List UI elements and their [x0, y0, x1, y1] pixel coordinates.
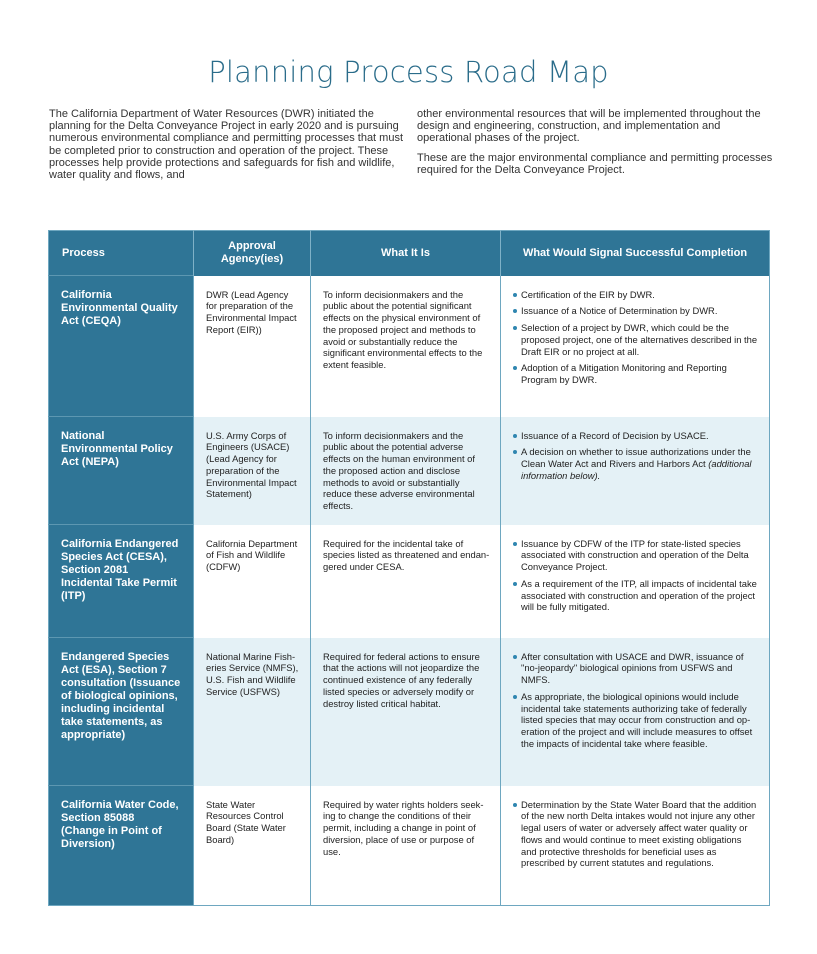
table-row-nepa: [49, 417, 770, 525]
list-item-text: A decision on whether to issue authorizations under the Clean Water Act and Rivers and Harbors Act: [521, 446, 751, 470]
table-header-row: [49, 231, 770, 276]
success-list: [513, 430, 759, 482]
agency-cell: California Department of Fish and Wildlife (CDFW): [194, 525, 311, 638]
what-it-is-cell: Required for federal actions to ensure that the actions will not jeopardize the continued existence of any federally listed species or adversely modify or destroy listed critical habitat.: [311, 638, 501, 786]
table-row-ceqa: [49, 276, 770, 417]
table-row-cesa: [49, 525, 770, 638]
list-item: [513, 446, 759, 481]
header-agency: Approval Agency(ies): [194, 231, 311, 276]
process-cell: Endangered Species Act (ESA), Section 7 consultation (Issuance of biological opinions, including incidental take statements, as appropriate): [49, 638, 194, 786]
what-it-is-cell: To inform decisionmakers and the public about the potential significant effects on the physical environment of the proposed project and methods to avoid or substantially reduce the significant environmental effects to the extent feasible.: [311, 276, 501, 417]
list-item: As a requirement of the ITP, all impacts of incidental take associated with construction and operation of the project will be fully mitigated.: [513, 578, 759, 613]
success-cell: [501, 638, 770, 786]
agency-cell: State Water Resources Control Board (State Water Board): [194, 786, 311, 906]
intro-paragraph: The California Department of Water Resources (DWR) initiated the planning for the Delta Conveyance Project in early 2020 and is pursuing numerous environmental compliance and permitting processes that must be completed prior to construction and operation of the project. These processes help provide protections and safeguards for fish and wildlife, water quality and flows, and: [49, 108, 404, 182]
intro-right-column: [417, 108, 775, 176]
road-map-table: [48, 230, 770, 906]
list-item: Certification of the EIR by DWR.: [513, 289, 759, 301]
success-list: [513, 651, 759, 750]
what-it-is-cell: Required by water rights holders seek-ing to change the conditions of their permit, including a change in point of diversion, place of use or purpose of use.: [311, 786, 501, 906]
list-item: Determination by the State Water Board that the addition of the new north Delta intakes would not injure any other legal users of water or adversely affect water quality or flows and would continue to meet existing obligations and protective thresholds for beneficial uses as prescribed by current statutes and regulations.: [513, 799, 759, 870]
list-item: Selection of a project by DWR, which could be the proposed project, one of the alternatives described in the Draft EIR or no project at all.: [513, 322, 759, 357]
page-title: Planning Process Road Map: [208, 55, 609, 89]
list-item: As appropriate, the biological opinions would include incidental take statements authorizing take of federally listed species that may occur from construction and op-eration of the project and will include measures to offset the impacts of incidental take where feasible.: [513, 691, 759, 750]
success-list: [513, 538, 759, 614]
table-row-water-code: [49, 786, 770, 906]
agency-cell: DWR (Lead Agency for preparation of the Environmental Impact Report (EIR)): [194, 276, 311, 417]
header-process: Process: [49, 231, 194, 276]
success-list: [513, 289, 759, 387]
success-cell: [501, 276, 770, 417]
agency-cell: National Marine Fish-eries Service (NMFS), U.S. Fish and Wildlife Service (USFWS): [194, 638, 311, 786]
intro-paragraph-continued: other environmental resources that will be implemented throughout the design and engineering, construction, and implementation and operational phases of the project.: [417, 108, 761, 145]
list-item: Issuance by CDFW of the ITP for state-listed species associated with construction and operation of the Delta Conveyance Project.: [513, 538, 759, 573]
success-cell: [501, 417, 770, 525]
intro-left-column: [49, 108, 405, 181]
agency-cell: U.S. Army Corps of Engineers (USACE) (Lead Agency for preparation of the Environmental Impact Statement): [194, 417, 311, 525]
list-item: Issuance of a Notice of Determination by DWR.: [513, 305, 759, 317]
success-cell: [501, 786, 770, 906]
process-cell: National Environmental Policy Act (NEPA): [49, 417, 194, 525]
what-it-is-cell: Required for the incidental take of species listed as threatened and endan-gered under CESA.: [311, 525, 501, 638]
process-cell: California Endangered Species Act (CESA), Section 2081 Incidental Take Permit (ITP): [49, 525, 194, 638]
process-cell: California Environmental Quality Act (CEQA): [49, 276, 194, 417]
process-cell: California Water Code, Section 85088 (Change in Point of Diversion): [49, 786, 194, 906]
list-item-note: (additional information below).: [521, 458, 752, 481]
header-successful-completion: What Would Signal Successful Completion: [501, 231, 770, 276]
list-item: After consultation with USACE and DWR, issuance of "no-jeopardy" biological opinions from USFWS and NMFS.: [513, 651, 759, 686]
list-item: Issuance of a Record of Decision by USACE.: [513, 430, 759, 442]
list-item: Adoption of a Mitigation Monitoring and Reporting Program by DWR.: [513, 362, 759, 386]
table-row-esa: [49, 638, 770, 786]
header-what-it-is: What It Is: [311, 231, 501, 276]
what-it-is-cell: To inform decisionmakers and the public about the potential adverse effects on the human environment of the proposed action and disclose methods to avoid or substantially reduce these adverse environmental effects.: [311, 417, 501, 525]
intro-paragraph-summary: These are the major environmental compliance and permitting processes required for the Delta Conveyance Project.: [417, 151, 773, 176]
success-cell: [501, 525, 770, 638]
success-list: [513, 799, 759, 870]
